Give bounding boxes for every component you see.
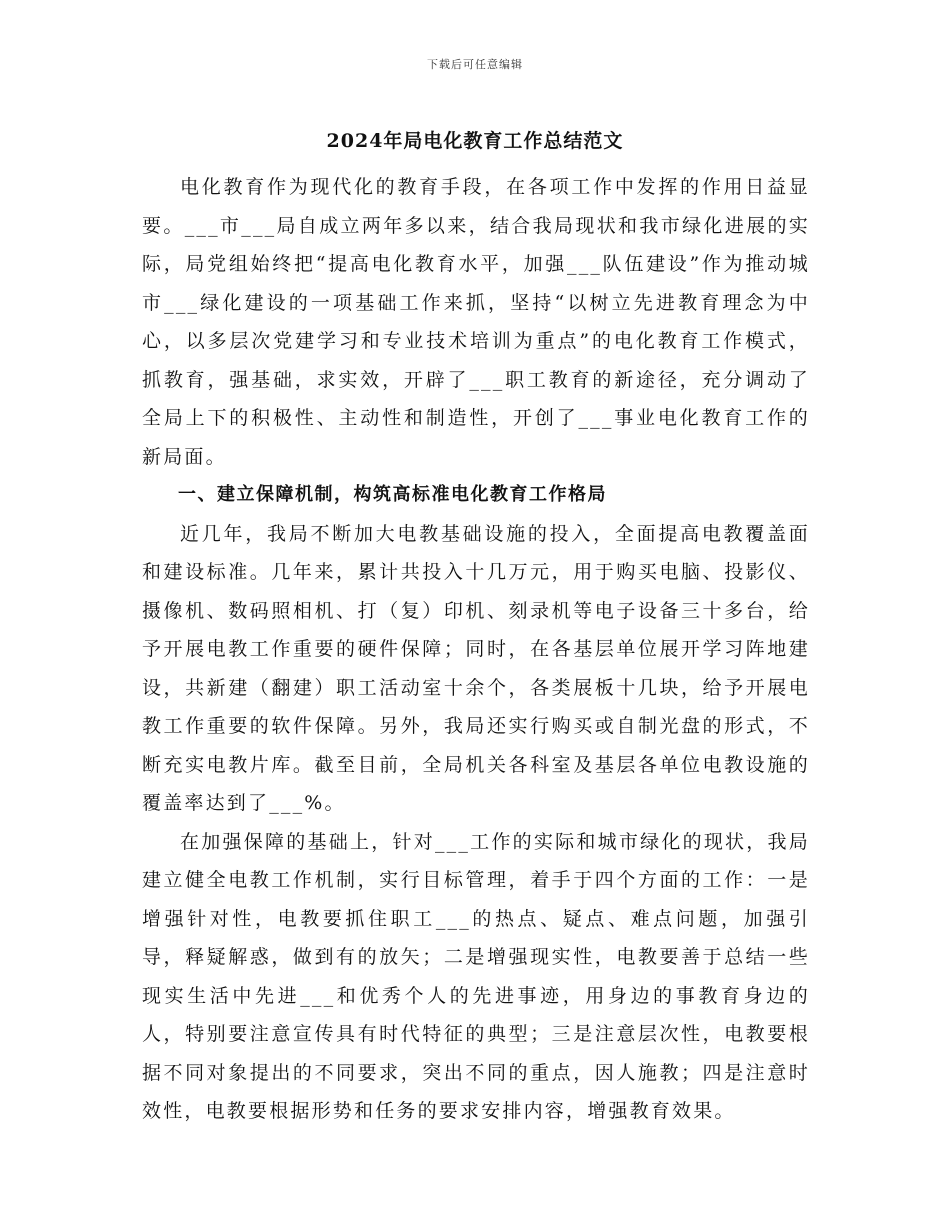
body-paragraph: 近几年，我局不断加大电教基础设施的投入，全面提高电教覆盖面和建设标准。几年来，累计共投入十几万元，用于购买电脑、投影仪、摄像机、数码照相机、打（复）印机、刻录机等电子设备三十多台，给予开展电教工作重要的硬件保障；同时，在各基层单位展开学习阵地建设，共新建（翻建）职工活动室十余个，各类展板十几块，给予开展电教工作重要的软件保障。另外，我局还实行购买或自制光盘的形式，不断充实电教片库。截至目前，全局机关各科室及基层各单位电教设施的覆盖率达到了___%。 (142, 522, 810, 814)
intro-paragraph: 电化教育作为现代化的教育手段，在各项工作中发挥的作用日益显要。___市___局自成立两年多以来，结合我局现状和我市绿化进展的实际，局党组始终把“提高电化教育水平，加强___队伍建设”作为推动城市___绿化建设的一项基础工作来抓，坚持“以树立先进教育理念为中心，以多层次党建学习和专业技术培训为重点”的电化教育工作模式，抓教育，强基础，求实效，开辟了___职工教育的新途径，充分调动了全局上下的积极性、主动性和制造性，开创了___事业电化教育工作的新局面。 (142, 176, 810, 468)
document-body (142, 168, 810, 1131)
body-paragraph: 在加强保障的基础上，针对___工作的实际和城市绿化的现状，我局建立健全电教工作机制，实行目标管理，着手于四个方面的工作：一是增强针对性，电教要抓住职工___的热点、疑点、难点问题，加强引导，释疑解惑，做到有的放矢；二是增强现实性，电教要善于总结一些现实生活中先进___和优秀个人的先进事迹，用身边的事教育身边的人，特别要注意宣传具有时代特征的典型；三是注意层次性，电教要根据不同对象提出的不同要求，突出不同的重点，因人施教；四是注意时效性，电教要根据形势和任务的要求安排内容，增强教育效果。 (142, 830, 810, 1122)
section-heading: 一、建立保障机制，构筑高标准电化教育工作格局 (178, 484, 607, 505)
page-title: 2024年局电化教育工作总结范文 (326, 130, 624, 152)
header-note: 下载后可任意编辑 (427, 58, 523, 71)
